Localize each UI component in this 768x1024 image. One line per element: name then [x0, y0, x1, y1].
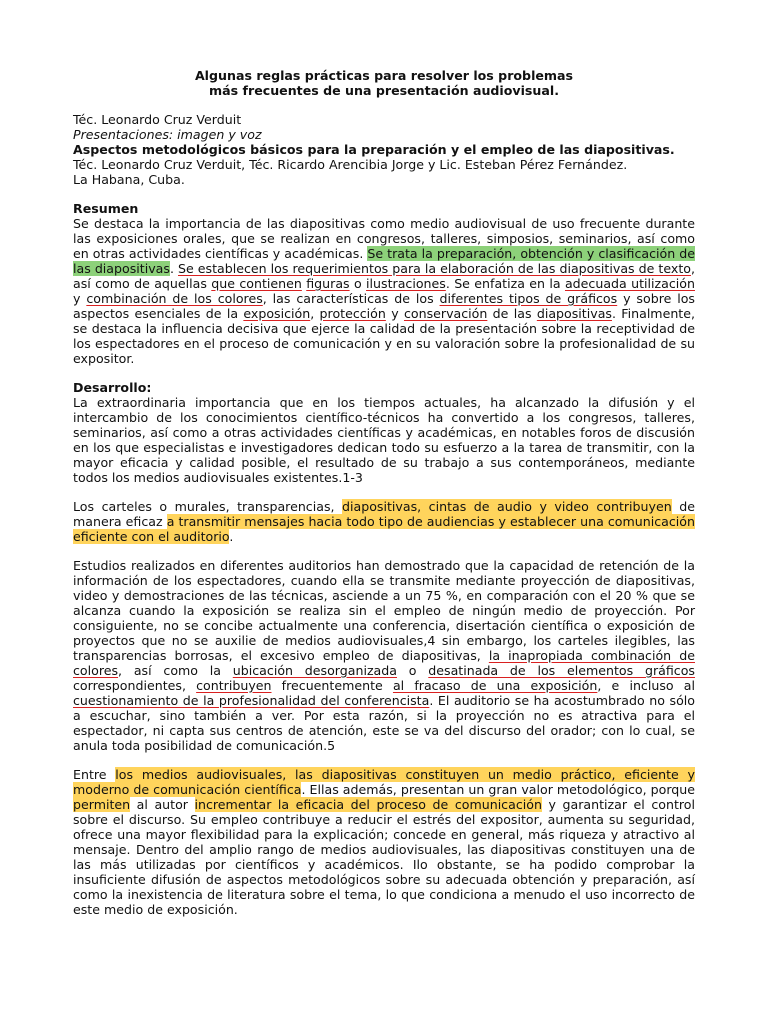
- text-run: al autor: [130, 797, 195, 812]
- underlined-text: al fracaso de una exposición: [392, 678, 598, 693]
- underlined-text: diapositivas: [536, 306, 612, 321]
- authors-line: Téc. Leonardo Cruz Verduit, Téc. Ricardo Arencibia Jorge y Lic. Esteban Pérez Fernández.: [73, 157, 628, 172]
- title-line-1: Algunas reglas prácticas para resolver los problemas: [194, 68, 574, 83]
- publication-line: Presentaciones: imagen y voz: [73, 127, 262, 142]
- text-run: de las: [487, 306, 537, 321]
- text-run: , así como la: [118, 663, 233, 678]
- underlined-text: conservación: [403, 306, 488, 321]
- document-title: [73, 68, 695, 98]
- yellow-highlight: permiten: [73, 797, 131, 812]
- yellow-highlight: diapositivas, cintas de audio y video contribuyen: [342, 499, 672, 514]
- text-run: Se destaca la importancia de las diapositivas como medio audiovisual de uso frecuente durante las exposiciones orales, que se realizan en congresos, talleres, simposios, seminarios, así como en otras actividades científicas y académicas.: [73, 216, 695, 261]
- text-run: y: [385, 306, 404, 321]
- text-run: Estudios realizados en diferentes auditorios han demostrado que la capacidad de retención de la información de los espectadores, cuando ella se transmite mediante proyección de diapositivas, video y demostraciones de las técnicas, asciende a un 75 %, en comparación con el 20 % que se alcanza cuando la exposición se realiza sin el empleo de ningún medio de proyección. Por consiguiente, no se concibe actualmente una conferencia, disertación científica o exposición de proyectos que no se auxilie de medios audiovisuales,4 sin embargo, los carteles ilegibles, las transparencias borrosas, el excesivo empleo de diapositivas,: [73, 558, 695, 663]
- desarrollo-paragraph-2: [73, 499, 695, 544]
- desarrollo-paragraph-3: [73, 558, 695, 753]
- resumen-paragraph: [73, 216, 695, 366]
- text-run: o: [349, 276, 367, 291]
- underlined-text: adecuada utilización: [564, 276, 695, 291]
- article-title-line: Aspectos metodológicos básicos para la preparación y el empleo de las diapositivas.: [73, 142, 675, 157]
- underlined-text: Se establecen los requerimientos para la elaboración de las diapositivas de texto: [178, 261, 691, 276]
- underlined-text: la inapropiada combinación de colores: [73, 648, 695, 678]
- text-run: . Ellas además, presentan un gran valor metodológico, porque: [301, 782, 696, 797]
- yellow-highlight: incrementar la eficacia del proceso de comunicación: [194, 797, 542, 812]
- text-run: Entre: [73, 767, 116, 782]
- underlined-text: exposición: [243, 306, 311, 321]
- desarrollo-paragraph-1: La extraordinaria importancia que en los tiempos actuales, ha alcanzado la difusión y el intercambio de los conocimientos científico-técnicos ha convertido a los congresos, talleres, seminarios, así como a otras actividades científicas y académicas, en notables foros de discusión en los que especialistas e investigadores dedican todo su esfuerzo a la tarea de transmitir, con la mayor eficacia y calidad posible, el resultado de su trabajo a sus contemporáneos, mediante todos los medios audiovisuales existentes.1-3: [73, 395, 695, 485]
- text-run: y sobre los aspectos esenciales de la: [73, 291, 695, 321]
- text-run: o: [397, 663, 429, 678]
- underlined-text: ilustraciones: [366, 276, 446, 291]
- text-run: . El auditorio se ha acostumbrado no sólo a escuchar, sino también a ver. Por esta razón, si la proyección no es atractiva para el espectador, ni capta sus centros de atención, este se va del discurso del orador; con lo cual, se anula toda posibilidad de comunicación.5: [73, 693, 695, 753]
- text-run: correspondientes,: [73, 678, 197, 693]
- text-run: .: [229, 529, 234, 544]
- text-run: , así como de aquellas: [73, 261, 695, 291]
- underlined-text: combinación de los colores: [86, 291, 263, 306]
- desarrollo-heading: Desarrollo:: [73, 380, 152, 395]
- resumen-heading: Resumen: [73, 201, 139, 216]
- place-line: La Habana, Cuba.: [73, 172, 185, 187]
- green-highlight: Se trata la preparación, obtención y clasificación de las diapositivas: [73, 246, 695, 276]
- text-run: y garantizar el control sobre el discurso. Su empleo contribuye a reducir el estrés del expositor, aumenta su seguridad, ofrece una mayor flexibilidad para la explicación; concede en general, más riqueza y atractivo al mensaje. Dentro del amplio rango de medios audiovisuales, las diapositivas constituyen una de las más utilizadas por científicos y académicos. Ilo obstante, se ha podido comprobar la insuficiente difusión de aspectos metodológicos sobre su adecuada obtención y preparación, así como la inexistencia de literatura sobre el tema, lo que condiciona a menudo el uso incorrecto de este medio de exposición.: [73, 797, 695, 917]
- yellow-highlight: los medios audiovisuales, las diapositivas constituyen un medio práctico, eficiente y moderno de comunicación científica: [73, 767, 696, 797]
- text-run: Los carteles o murales, transparencias,: [73, 499, 343, 514]
- text-run: de manera eficaz: [73, 499, 695, 529]
- text-run: . Se enfatiza en la: [445, 276, 565, 291]
- reference-block: [73, 112, 695, 187]
- text-run: .: [169, 261, 178, 276]
- author-line: Téc. Leonardo Cruz Verduit: [73, 112, 242, 127]
- text-run: frecuentemente: [271, 678, 393, 693]
- underlined-text: figuras: [306, 276, 350, 291]
- title-line-2: más frecuentes de una presentación audiovisual.: [209, 83, 559, 98]
- underlined-text: desatinada de los elementos gráficos: [428, 663, 695, 678]
- yellow-highlight: a transmitir mensajes hacia todo tipo de audiencias y establecer una comunicación eficiente con el auditorio: [73, 514, 695, 544]
- underlined-text: ubicación desorganizada: [232, 663, 397, 678]
- underlined-text: contribuyen: [196, 678, 272, 693]
- underlined-text: cuestionamiento de la profesionalidad del conferencista: [73, 693, 430, 708]
- text-run: y: [73, 291, 87, 306]
- text-run: , e incluso al: [597, 678, 695, 693]
- text-run: , las características de los: [262, 291, 440, 306]
- text-run: . Finalmente, se destaca la influencia decisiva que ejerce la calidad de la presentación sobre la receptividad de los espectadores en el proceso de comunicación y en su valoración sobre la profesionalidad de su expositor.: [73, 306, 695, 366]
- underlined-text: que contienen: [211, 276, 302, 291]
- text-run: ,: [310, 306, 320, 321]
- desarrollo-paragraph-4: [73, 767, 695, 917]
- underlined-text: protección: [319, 306, 386, 321]
- underlined-text: diferentes tipos de gráficos: [439, 291, 618, 306]
